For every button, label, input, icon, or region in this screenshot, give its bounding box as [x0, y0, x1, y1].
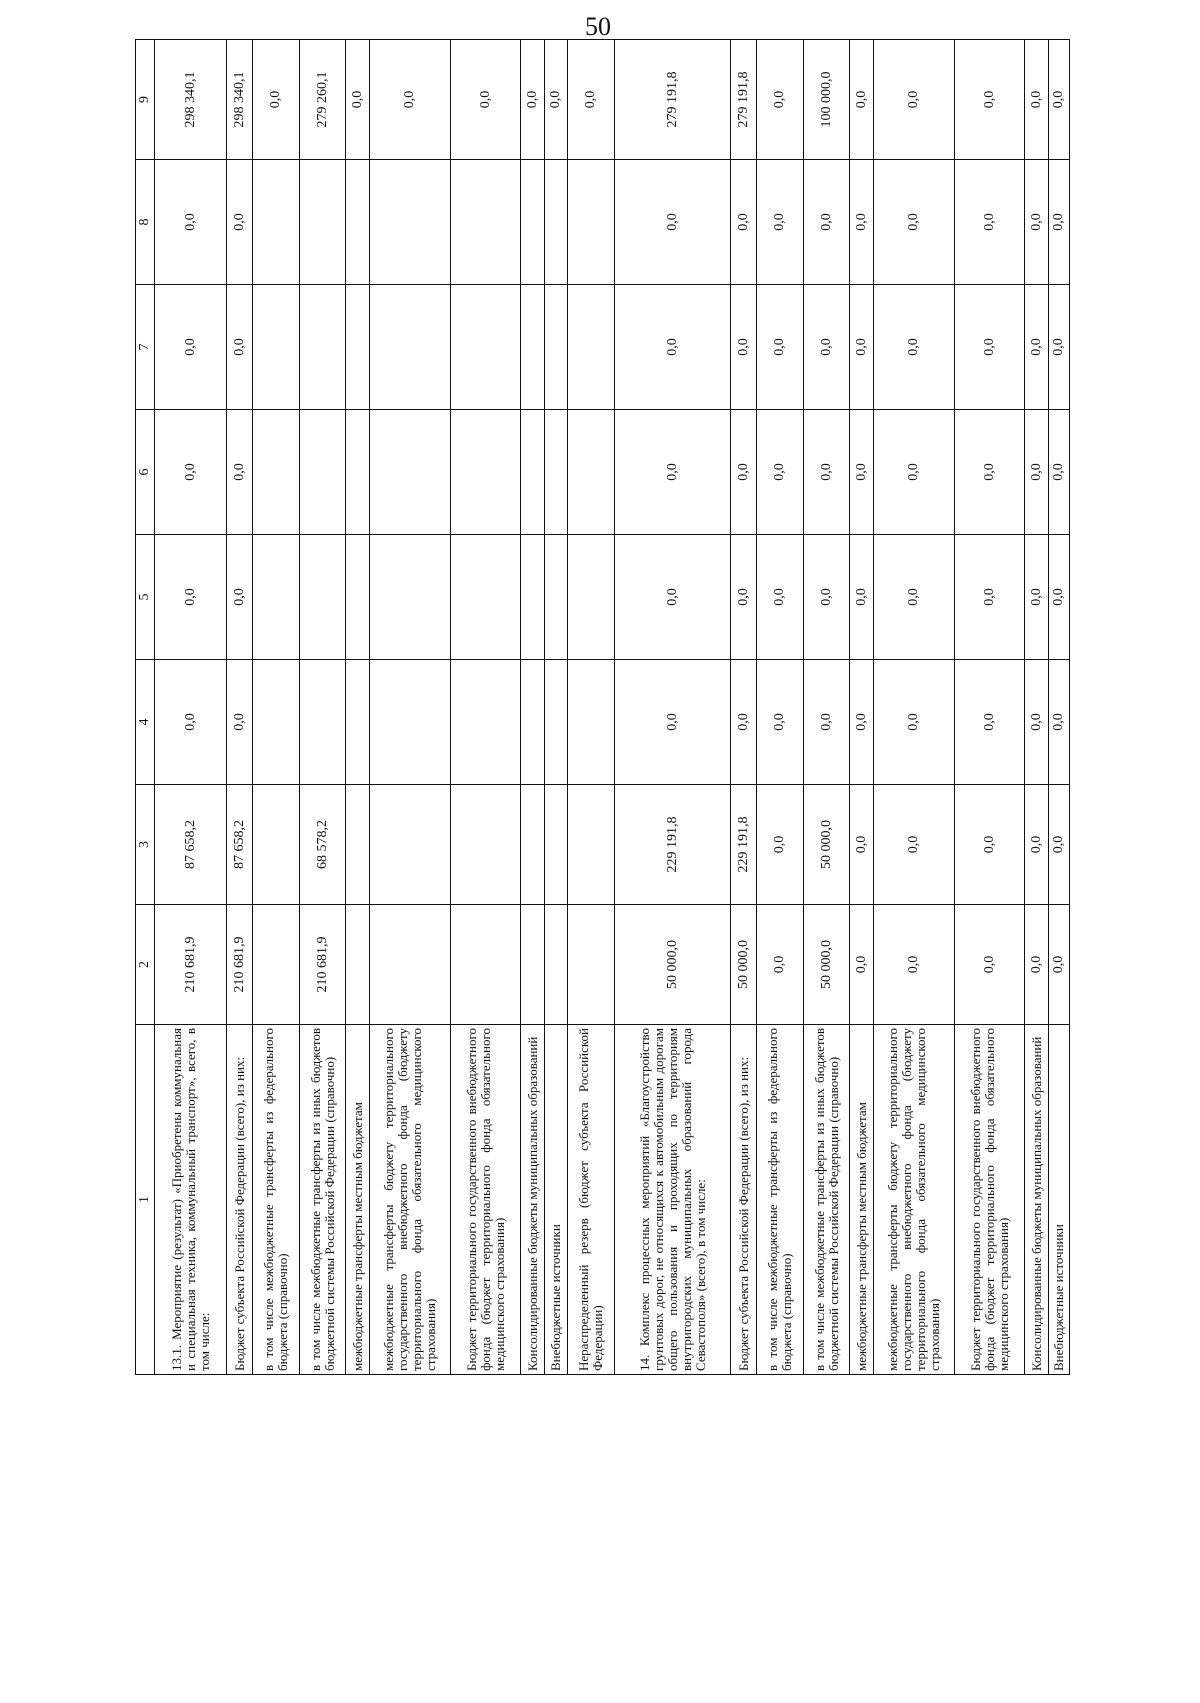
table-row	[521, 40, 544, 1375]
table-cell: 0,0	[346, 40, 369, 160]
table-cell: 0,0	[1025, 160, 1048, 285]
table-cell: 0,0	[1048, 40, 1069, 160]
table-cell: 0,0	[873, 410, 955, 535]
table-cell: 0,0	[731, 535, 757, 660]
table-cell	[253, 660, 300, 785]
row-label: Бюджет территориального государственного внебюджетного фонда (бюджет территориального фонда обязательного медицинского страхования)	[955, 1025, 1025, 1375]
row-label: Консолидированные бюджеты муниципальных образований	[1025, 1025, 1048, 1375]
table-cell: 0,0	[155, 410, 227, 535]
table-cell: 0,0	[1025, 285, 1048, 410]
table-row	[614, 40, 731, 1375]
table-cell: 0,0	[614, 160, 731, 285]
table-cell: 0,0	[850, 160, 873, 285]
table-cell: 0,0	[614, 535, 731, 660]
table-cell: 279 260,1	[299, 40, 346, 160]
table-cell	[544, 905, 567, 1025]
table-cell	[521, 785, 544, 905]
table-cell	[346, 535, 369, 660]
table-row	[568, 40, 615, 1375]
row-label: Внебюджетные источники	[544, 1025, 567, 1375]
table-cell: 0,0	[568, 40, 615, 160]
page-number: 50	[585, 12, 611, 41]
table-cell	[521, 160, 544, 285]
table-cell: 0,0	[614, 660, 731, 785]
table-cell	[346, 410, 369, 535]
table-cell	[299, 660, 346, 785]
row-label: межбюджетные трансферты местным бюджетам	[346, 1025, 369, 1375]
column-header: 9	[136, 40, 155, 160]
table-cell: 0,0	[757, 785, 804, 905]
table-cell	[369, 905, 451, 1025]
table-cell: 0,0	[1025, 785, 1048, 905]
table-cell	[568, 905, 615, 1025]
row-label: в том числе межбюджетные трансферты из иных бюджетов бюджетной системы Российской Федерации (справочно)	[299, 1025, 346, 1375]
table-row	[803, 40, 850, 1375]
table-cell	[568, 160, 615, 285]
table-cell: 0,0	[955, 905, 1025, 1025]
table-cell	[544, 535, 567, 660]
column-header: 6	[136, 410, 155, 535]
row-label: 13.1. Мероприятие (результат) «Приобретены коммунальная и специальная техника, коммунальный транспорт», всего, в том числе:	[155, 1025, 227, 1375]
table-cell: 0,0	[757, 660, 804, 785]
table-cell: 0,0	[955, 785, 1025, 905]
table-cell: 0,0	[803, 160, 850, 285]
table-cell: 0,0	[803, 410, 850, 535]
table-cell: 0,0	[253, 40, 300, 160]
table-cell	[346, 660, 369, 785]
column-header: 4	[136, 660, 155, 785]
table-cell: 0,0	[955, 535, 1025, 660]
table-cell: 0,0	[850, 660, 873, 785]
table-cell	[369, 785, 451, 905]
table-cell	[369, 410, 451, 535]
table-cell	[369, 160, 451, 285]
table-cell	[451, 410, 521, 535]
table-body	[155, 40, 1070, 1375]
table-cell	[544, 660, 567, 785]
table-cell: 0,0	[1048, 160, 1069, 285]
table-cell: 229 191,8	[731, 785, 757, 905]
table-cell	[544, 785, 567, 905]
table-cell	[568, 785, 615, 905]
table-cell: 298 340,1	[155, 40, 227, 160]
table-row	[850, 40, 873, 1375]
table-cell: 0,0	[1048, 285, 1069, 410]
table-cell: 279 191,8	[731, 40, 757, 160]
table-row	[299, 40, 346, 1375]
table-cell	[299, 285, 346, 410]
table-cell	[544, 285, 567, 410]
table-row	[757, 40, 804, 1375]
table-row	[731, 40, 757, 1375]
column-header: 5	[136, 535, 155, 660]
row-label: в том числе межбюджетные трансферты из иных бюджетов бюджетной системы Российской Федерации (справочно)	[803, 1025, 850, 1375]
table-cell: 229 191,8	[614, 785, 731, 905]
table-cell: 50 000,0	[803, 785, 850, 905]
table-cell: 0,0	[731, 410, 757, 535]
row-label: Консолидированные бюджеты муниципальных образований	[521, 1025, 544, 1375]
table-cell: 0,0	[1048, 785, 1069, 905]
table-cell: 0,0	[955, 40, 1025, 160]
table-cell: 0,0	[1048, 660, 1069, 785]
table-cell	[521, 535, 544, 660]
table-cell	[451, 785, 521, 905]
table-cell: 0,0	[803, 660, 850, 785]
table-cell: 0,0	[227, 535, 253, 660]
table-cell	[451, 285, 521, 410]
table-cell: 0,0	[850, 285, 873, 410]
table-cell	[299, 535, 346, 660]
table-cell	[568, 410, 615, 535]
table-row	[346, 40, 369, 1375]
column-header: 2	[136, 905, 155, 1025]
table-cell	[346, 785, 369, 905]
table-cell: 0,0	[731, 160, 757, 285]
table-cell: 0,0	[955, 660, 1025, 785]
table-cell: 0,0	[1025, 660, 1048, 785]
table-cell: 0,0	[614, 285, 731, 410]
table-cell: 0,0	[1048, 410, 1069, 535]
table-cell: 0,0	[850, 905, 873, 1025]
table-cell	[346, 285, 369, 410]
table-cell: 100 000,0	[803, 40, 850, 160]
table-cell: 0,0	[227, 660, 253, 785]
table-cell: 0,0	[955, 160, 1025, 285]
table-cell	[568, 535, 615, 660]
table-cell: 0,0	[1025, 410, 1048, 535]
table-cell	[521, 660, 544, 785]
column-header: 3	[136, 785, 155, 905]
table-row	[227, 40, 253, 1375]
table-cell	[253, 410, 300, 535]
table-cell: 50 000,0	[614, 905, 731, 1025]
table-cell: 0,0	[155, 160, 227, 285]
header-row	[136, 40, 155, 1375]
table-cell: 68 578,2	[299, 785, 346, 905]
table-cell: 0,0	[757, 40, 804, 160]
table-cell	[544, 160, 567, 285]
table-cell	[253, 285, 300, 410]
table-cell	[544, 410, 567, 535]
table-cell	[521, 285, 544, 410]
table-cell: 0,0	[850, 785, 873, 905]
table-cell	[451, 160, 521, 285]
table-cell: 0,0	[1025, 905, 1048, 1025]
table-cell	[568, 285, 615, 410]
table-cell: 87 658,2	[155, 785, 227, 905]
table-row	[1025, 40, 1048, 1375]
table-cell	[346, 905, 369, 1025]
row-label: Бюджет субъекта Российской Федерации (всего), из них:	[227, 1025, 253, 1375]
table-row	[544, 40, 567, 1375]
table-cell	[568, 660, 615, 785]
table-cell: 0,0	[1048, 535, 1069, 660]
table-row	[253, 40, 300, 1375]
table-row	[369, 40, 451, 1375]
rotated-table-container	[135, 60, 1070, 1375]
table-cell: 87 658,2	[227, 785, 253, 905]
table-cell: 0,0	[1025, 40, 1048, 160]
table-cell: 279 191,8	[614, 40, 731, 160]
row-label: Бюджет территориального государственного внебюджетного фонда (бюджет территориального фонда обязательного медицинского страхования)	[451, 1025, 521, 1375]
table-cell: 0,0	[873, 905, 955, 1025]
table-cell	[369, 660, 451, 785]
row-label: Бюджет субъекта Российской Федерации (всего), из них:	[731, 1025, 757, 1375]
column-header: 7	[136, 285, 155, 410]
table-cell	[451, 660, 521, 785]
table-cell: 0,0	[1025, 535, 1048, 660]
table-cell	[299, 160, 346, 285]
table-cell: 0,0	[757, 535, 804, 660]
row-label: в том числе межбюджетные трансферты из федерального бюджета (справочно)	[757, 1025, 804, 1375]
column-header: 1	[136, 1025, 155, 1375]
table-cell: 0,0	[521, 40, 544, 160]
table-cell	[253, 535, 300, 660]
table-cell: 0,0	[451, 40, 521, 160]
table-cell: 0,0	[850, 40, 873, 160]
table-row	[955, 40, 1025, 1375]
table-cell: 0,0	[227, 285, 253, 410]
table-row	[873, 40, 955, 1375]
table-cell	[253, 785, 300, 905]
budget-table	[135, 39, 1070, 1375]
table-cell: 0,0	[544, 40, 567, 160]
table-cell: 210 681,9	[155, 905, 227, 1025]
table-cell: 0,0	[850, 410, 873, 535]
row-label: межбюджетные трансферты бюджету территориального государственного внебюджетного фонда (бюджету территориального фонда обязательного медицинского страхования)	[369, 1025, 451, 1375]
table-cell	[369, 285, 451, 410]
row-label: межбюджетные трансферты бюджету территориального государственного внебюджетного фонда (бюджету территориального фонда обязательного медицинского страхования)	[873, 1025, 955, 1375]
table-cell	[521, 410, 544, 535]
table-cell: 0,0	[614, 410, 731, 535]
table-row	[451, 40, 521, 1375]
row-label: Внебюджетные источники	[1048, 1025, 1069, 1375]
table-cell	[451, 905, 521, 1025]
table-cell: 0,0	[731, 285, 757, 410]
table-cell	[253, 160, 300, 285]
table-cell: 0,0	[803, 535, 850, 660]
row-label: Нераспределенный резерв (бюджет субъекта Российской Федерации)	[568, 1025, 615, 1375]
column-header: 8	[136, 160, 155, 285]
table-cell: 0,0	[873, 40, 955, 160]
table-cell: 0,0	[873, 660, 955, 785]
table-cell: 0,0	[757, 160, 804, 285]
row-label: в том числе межбюджетные трансферты из федерального бюджета (справочно)	[253, 1025, 300, 1375]
table-cell: 50 000,0	[803, 905, 850, 1025]
table-cell: 0,0	[955, 410, 1025, 535]
table-cell: 0,0	[803, 285, 850, 410]
row-label: 14. Комплекс процессных мероприятий «Благоустройство грунтовых дорог, не относящихся к автомобильным дорогам общего пользования и проходящих по территориям внутригородских муниципальных образований города Севастополя» (всего), в том числе:	[614, 1025, 731, 1375]
table-cell	[369, 535, 451, 660]
table-row	[1048, 40, 1069, 1375]
table-cell: 0,0	[873, 785, 955, 905]
table-cell: 50 000,0	[731, 905, 757, 1025]
table-cell: 0,0	[850, 535, 873, 660]
table-cell: 0,0	[757, 410, 804, 535]
table-cell	[346, 160, 369, 285]
table-cell: 0,0	[155, 535, 227, 660]
row-label: межбюджетные трансферты местным бюджетам	[850, 1025, 873, 1375]
table-cell: 210 681,9	[227, 905, 253, 1025]
table-cell: 0,0	[155, 660, 227, 785]
table-cell: 0,0	[757, 905, 804, 1025]
table-cell	[253, 905, 300, 1025]
table-cell: 0,0	[155, 285, 227, 410]
table-cell: 0,0	[1048, 905, 1069, 1025]
table-cell: 0,0	[873, 160, 955, 285]
table-cell: 0,0	[227, 160, 253, 285]
table-cell: 0,0	[731, 660, 757, 785]
table-cell: 0,0	[873, 285, 955, 410]
table-cell: 0,0	[227, 410, 253, 535]
table-row	[155, 40, 227, 1375]
table-cell: 0,0	[873, 535, 955, 660]
table-cell: 0,0	[369, 40, 451, 160]
table-cell	[451, 535, 521, 660]
table-cell	[299, 410, 346, 535]
table-cell	[521, 905, 544, 1025]
table-cell: 0,0	[955, 285, 1025, 410]
table-cell: 210 681,9	[299, 905, 346, 1025]
table-cell: 298 340,1	[227, 40, 253, 160]
table-cell: 0,0	[757, 285, 804, 410]
